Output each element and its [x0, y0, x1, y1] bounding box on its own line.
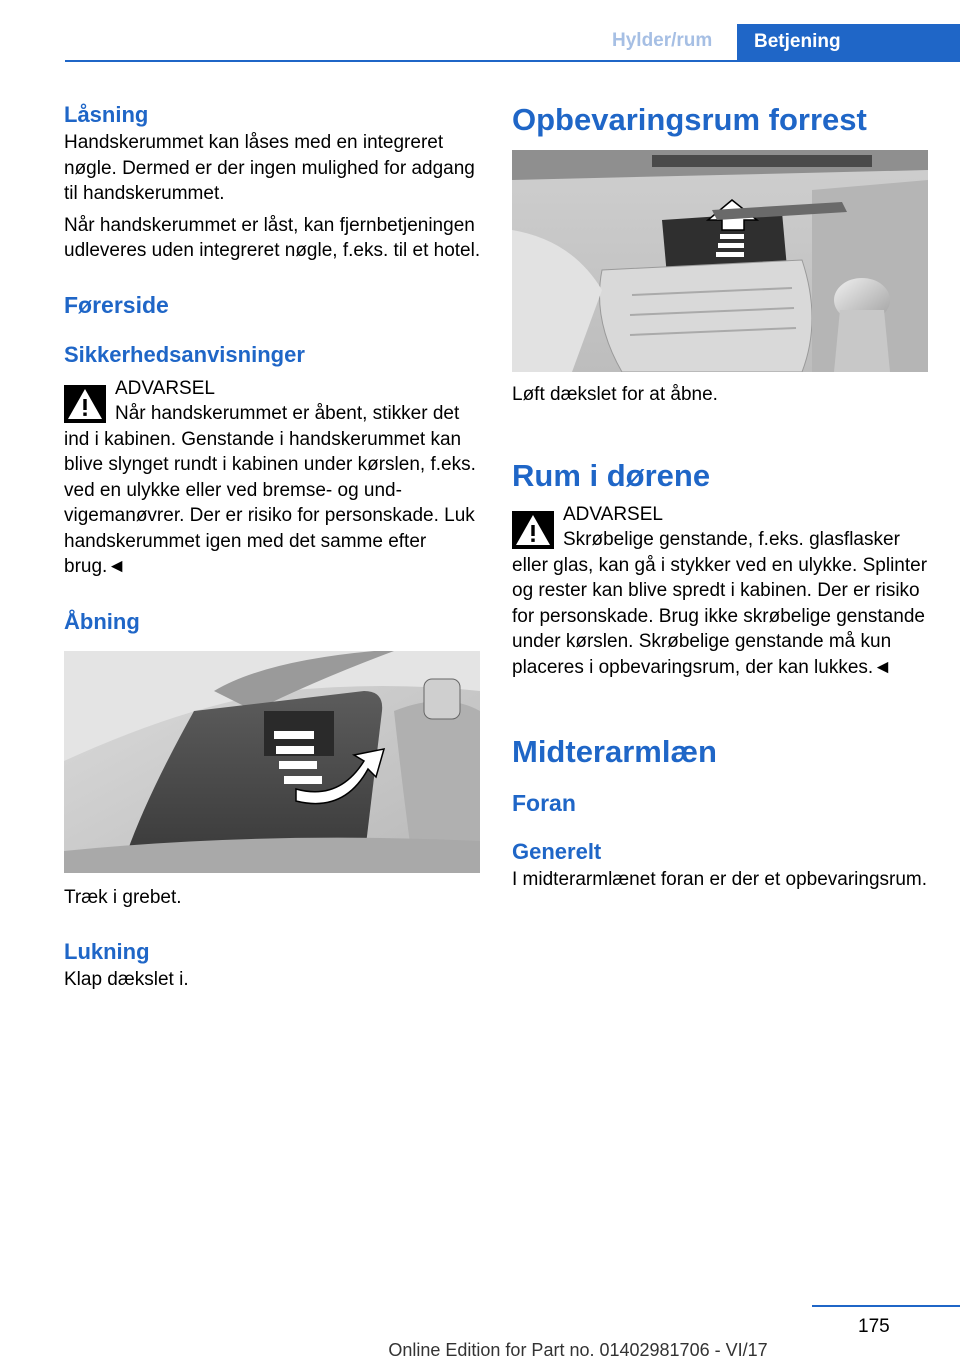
footer-edition-text: Online Edition for Part no. 01402981706 - VI/17	[388, 1340, 768, 1360]
warning-block-doors	[512, 502, 932, 681]
page-number: 175	[858, 1316, 890, 1337]
laasning-paragraph-2: Når handskerummet er låst, kan fjernbetjeningen udleveres uden integreret nøgle, f.eks. til et hotel.	[64, 214, 481, 261]
warning-label: ADVARSEL	[115, 377, 215, 399]
header-chapter-tab: Betjening	[737, 24, 960, 62]
front-storage-illustration	[512, 150, 928, 372]
glovebox-opening-illustration	[64, 651, 480, 873]
heading-sikkerhedsanvisninger: Sikkerhedsanvisninger	[64, 341, 305, 367]
heading-aabning: Åbning	[64, 608, 140, 634]
heading-laasning: Låsning	[64, 102, 149, 127]
footer-edition	[0, 1340, 960, 1361]
right-column	[512, 100, 932, 893]
header-section-title: Hylder/rum	[612, 30, 713, 51]
warning-block	[64, 376, 484, 580]
warning-text: Skrøbelige genstande, f.eks. glasflasker eller glas, kan gå i stykker ved en ulykke. Splinter og rester kan blive spredt i kabinen. Der er risiko for personskade. Brug ikke skrøbelige genstande under kørslen. Skrøbelige genstande må kun placeres i opbevaringsrum, der kan lukkes.◄	[512, 529, 928, 678]
generelt-text: I midterarmlænet foran er der et opbevaringsrum.	[512, 869, 928, 890]
lukning-text: Klap dækslet i.	[64, 969, 189, 990]
heading-forerside: Førerside	[64, 291, 169, 318]
footer-rule	[812, 1305, 960, 1307]
heading-generelt: Generelt	[512, 839, 602, 864]
warning-triangle-icon	[512, 511, 554, 549]
opbevaring-caption: Løft dækslet for at åbne.	[512, 384, 718, 405]
warning-label: ADVARSEL	[563, 503, 663, 525]
heading-opbevaringsrum: Opbevaringsrum forrest	[512, 102, 867, 137]
heading-lukning: Lukning	[64, 939, 150, 964]
heading-rum-i-dorene: Rum i dørene	[512, 457, 711, 493]
aabning-caption: Træk i grebet.	[64, 886, 182, 908]
heading-foran: Foran	[512, 790, 576, 816]
warning-text: Når handskerummet er åbent, stikker det ind i kabinen. Genstande i handskerummet kan blive slynget rundt i kabinen under kørslen, f.eks. ved en ulykke eller ved bremse- og undvigemanøvrer. Der er risiko for personskade. Luk handskerummet igen med det samme efter brug.◄	[64, 403, 476, 577]
left-column	[64, 100, 484, 993]
warning-triangle-icon	[64, 385, 106, 423]
laasning-paragraph-1: Handskerummet kan låses med en integreret nøgle. Dermed er der ingen mulighed for adgang til handskerummet.	[64, 132, 475, 204]
heading-midterarmlaen: Midterarmlæn	[512, 734, 717, 769]
